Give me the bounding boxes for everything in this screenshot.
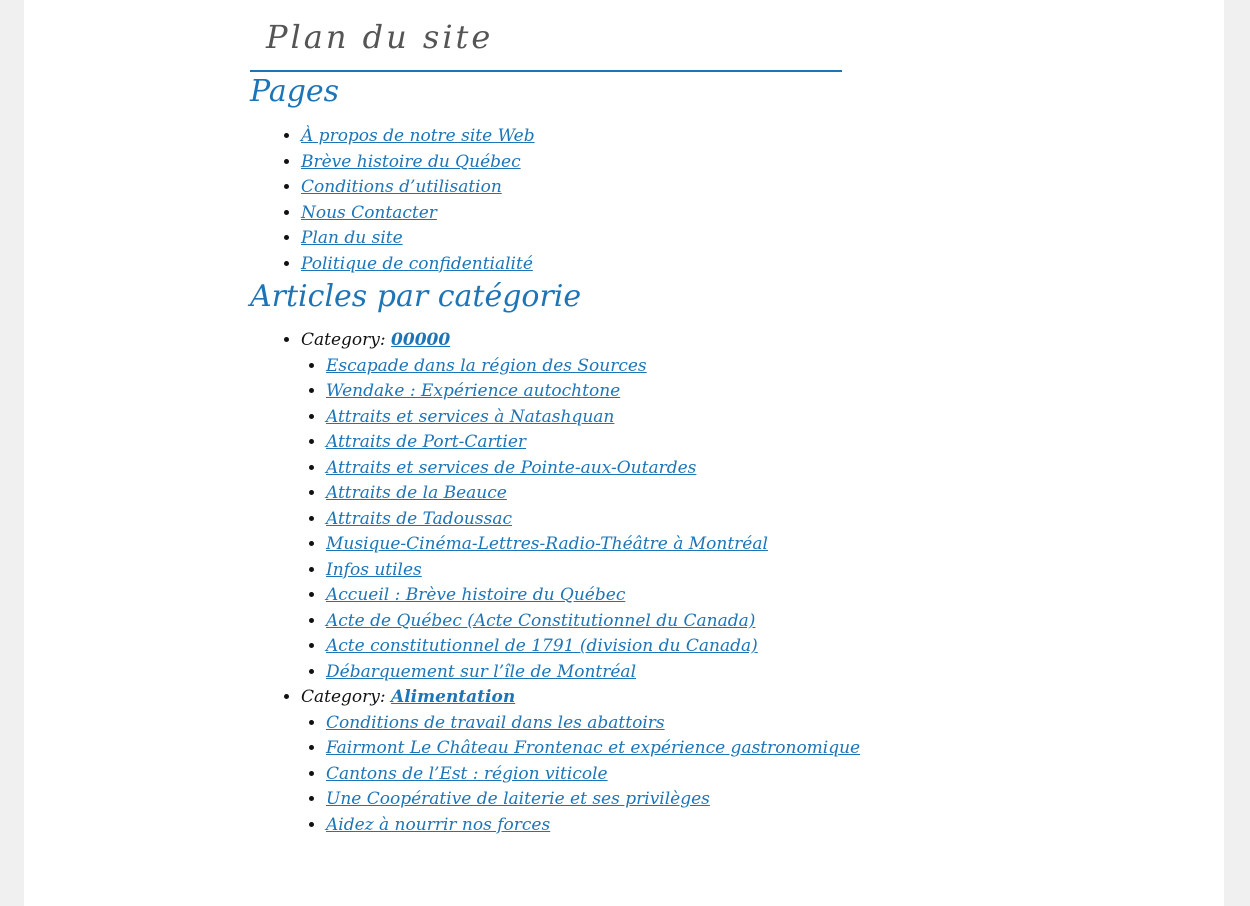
post-link[interactable]: Acte constitutionnel de 1791 (division du Canada) [326, 636, 758, 656]
articles-heading: Articles par catégorie [250, 279, 582, 314]
post-link[interactable]: Fairmont Le Château Frontenac et expérience gastronomique [326, 738, 861, 758]
list-item [326, 481, 842, 507]
list-item [326, 787, 842, 813]
post-link[interactable]: Conditions de travail dans les abattoirs [326, 712, 665, 733]
category-posts-list [301, 711, 861, 839]
category-link[interactable]: 00000 [391, 330, 451, 350]
page-header [250, 0, 842, 72]
page-title: Plan du site [266, 18, 494, 56]
list-item [326, 507, 842, 533]
list-item [326, 456, 842, 482]
list-item [326, 430, 842, 456]
page-container [24, 0, 1224, 906]
list-item [326, 711, 842, 737]
page-link[interactable]: À propos de notre site Web [301, 126, 535, 146]
category-list [250, 328, 861, 838]
post-link[interactable]: Escapade dans la région des Sources [326, 355, 647, 376]
post-link[interactable]: Musique-Cinéma-Lettres-Radio-Théâtre à Montréal [326, 534, 768, 554]
page-link[interactable]: Plan du site [301, 228, 403, 248]
list-item [326, 736, 861, 762]
post-link[interactable]: Acte de Québec (Acte Constitutionnel du Canada) [326, 610, 756, 631]
list-item [326, 813, 842, 839]
category-label: Category: [301, 330, 386, 350]
post-link[interactable]: Attraits de Port-Cartier [326, 432, 527, 452]
post-link[interactable]: Une Coopérative de laiterie et ses privilèges [326, 789, 710, 809]
post-link[interactable]: Wendake : Expérience autochtone [326, 381, 621, 401]
list-item [301, 252, 842, 278]
post-link[interactable]: Cantons de l’Est : région viticole [326, 763, 608, 784]
category-posts-list [301, 354, 842, 686]
page-link[interactable]: Nous Contacter [301, 202, 437, 223]
list-item [301, 201, 842, 227]
post-link[interactable]: Attraits de Tadoussac [326, 508, 512, 529]
category-item [301, 328, 842, 685]
page-link[interactable]: Conditions d’utilisation [301, 177, 502, 197]
page-link[interactable]: Politique de confidentialité [301, 253, 533, 274]
list-item [326, 379, 842, 405]
list-item [326, 762, 842, 788]
list-item [326, 660, 842, 686]
pages-list [250, 124, 842, 277]
post-link[interactable]: Débarquement sur l’île de Montréal [326, 661, 637, 682]
category-item [301, 685, 861, 838]
list-item [301, 124, 842, 150]
list-item [301, 175, 842, 201]
post-link[interactable]: Aidez à nourrir nos forces [326, 814, 551, 835]
list-item [301, 150, 842, 176]
post-link[interactable]: Accueil : Brève histoire du Québec [326, 585, 626, 605]
list-item [326, 634, 842, 660]
main-content [250, 0, 861, 838]
category-label: Category: [301, 687, 386, 707]
page-link[interactable]: Brève histoire du Québec [301, 151, 521, 172]
list-item [326, 583, 842, 609]
list-item [326, 405, 842, 431]
list-item [326, 558, 842, 584]
post-link[interactable]: Infos utiles [326, 559, 422, 580]
pages-heading: Pages [250, 74, 340, 109]
list-item [326, 609, 842, 635]
list-item [301, 226, 842, 252]
list-item [326, 354, 842, 380]
post-link[interactable]: Attraits et services à Natashquan [326, 406, 615, 427]
list-item [326, 532, 842, 558]
category-link[interactable]: Alimentation [391, 687, 516, 707]
post-link[interactable]: Attraits et services de Pointe-aux-Outardes [326, 457, 697, 478]
post-link[interactable]: Attraits de la Beauce [326, 483, 507, 503]
